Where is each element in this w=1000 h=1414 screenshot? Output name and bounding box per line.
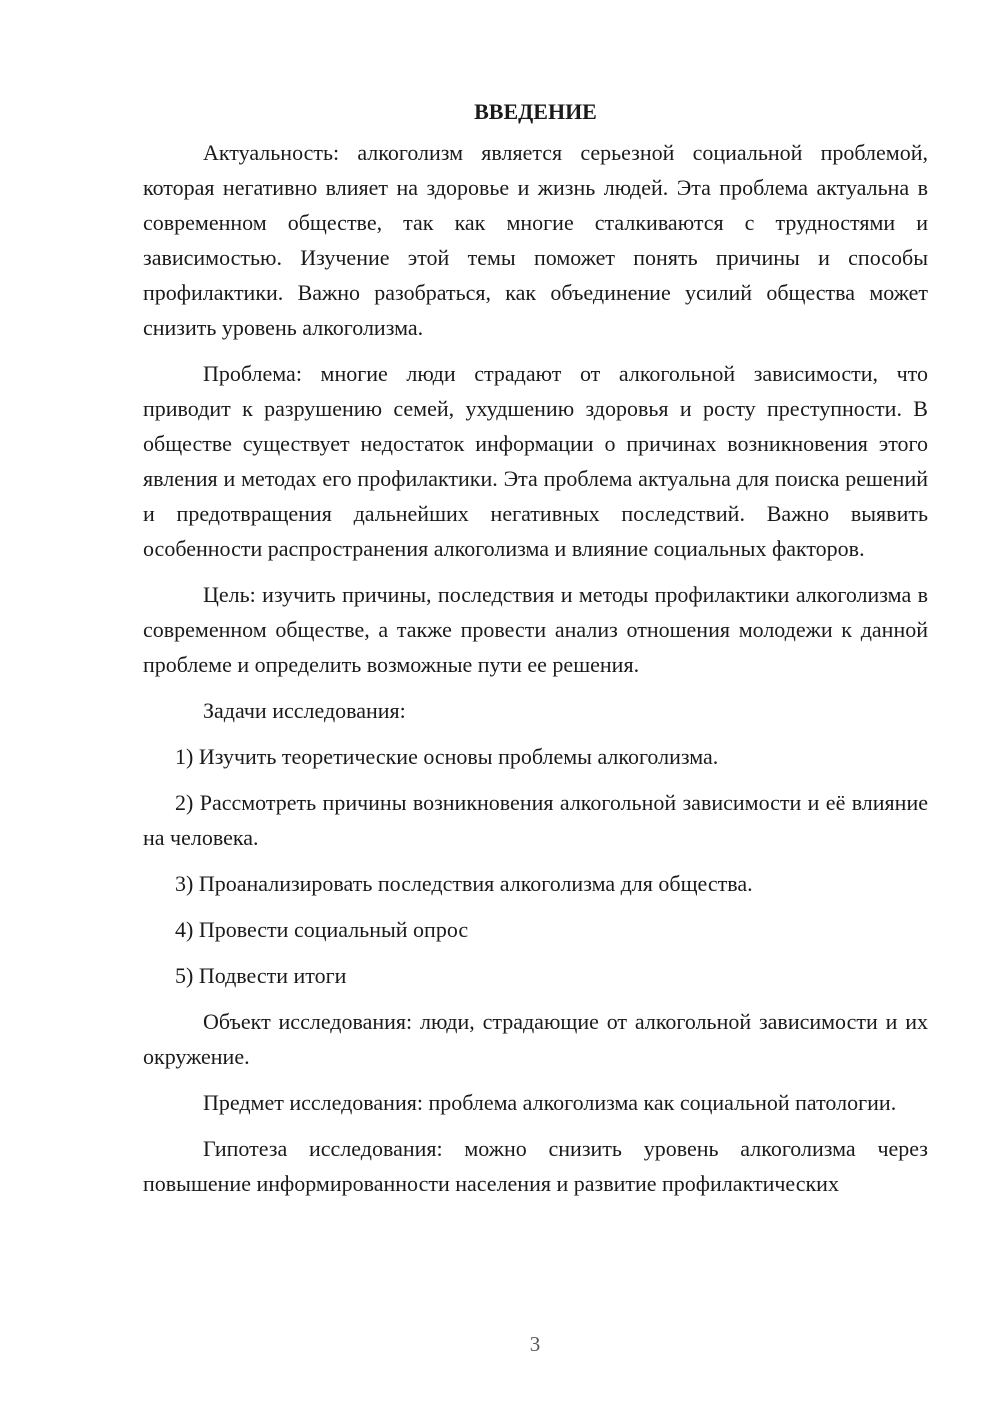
task-item: 1) Изучить теоретические основы проблемы алкоголизма. bbox=[175, 744, 719, 769]
problem-paragraph: Проблема: многие люди страдают от алкогольной зависимости, что приводит к разрушению семей, ухудшению здоровья и росту преступности. В обществе существует недостаток информации о причинах возникновения этого явления и методах его профилактики. Эта проблема актуальна для поиска решений и предотвращения дальнейших негативных последствий. Важно выявить особенности распространения алкоголизма и влияние социальных факторов. bbox=[143, 361, 928, 561]
hypothesis-paragraph: Гипотеза исследования: можно снизить уровень алкоголизма через повышение информированности населения и развитие профилактических bbox=[143, 1136, 928, 1196]
task-item: 3) Проанализировать последствия алкоголизма для общества. bbox=[175, 871, 753, 896]
relevance-paragraph: Актуальность: алкоголизм является серьезной социальной проблемой, которая негативно влияет на здоровье и жизнь людей. Эта проблема актуальна в современном обществе, так как многие сталкиваются с трудностями и зависимостью. Изучение этой темы поможет понять причины и способы профилактики. Важно разобраться, как объединение усилий общества может снизить уровень алкоголизма. bbox=[143, 140, 928, 340]
task-item: 2) Рассмотреть причины возникновения алкогольной зависимости и её влияние на человека. bbox=[143, 790, 928, 850]
subject-paragraph: Предмет исследования: проблема алкоголизма как социальной патологии. bbox=[203, 1090, 897, 1115]
tasks-title: Задачи исследования: bbox=[203, 698, 406, 723]
object-paragraph: Объект исследования: люди, страдающие от алкогольной зависимости и их окружение. bbox=[143, 1009, 928, 1069]
task-item: 4) Провести социальный опрос bbox=[175, 917, 469, 942]
task-item: 5) Подвести итоги bbox=[175, 963, 347, 988]
goal-paragraph: Цель: изучить причины, последствия и методы профилактики алкоголизма в современном обществе, а также провести анализ отношения молодежи к данной проблеме и определить возможные пути ее решения. bbox=[143, 582, 928, 677]
page-number: 3 bbox=[529, 1332, 541, 1356]
section-heading: ВВЕДЕНИЕ bbox=[474, 99, 597, 124]
page-content bbox=[143, 94, 928, 1212]
